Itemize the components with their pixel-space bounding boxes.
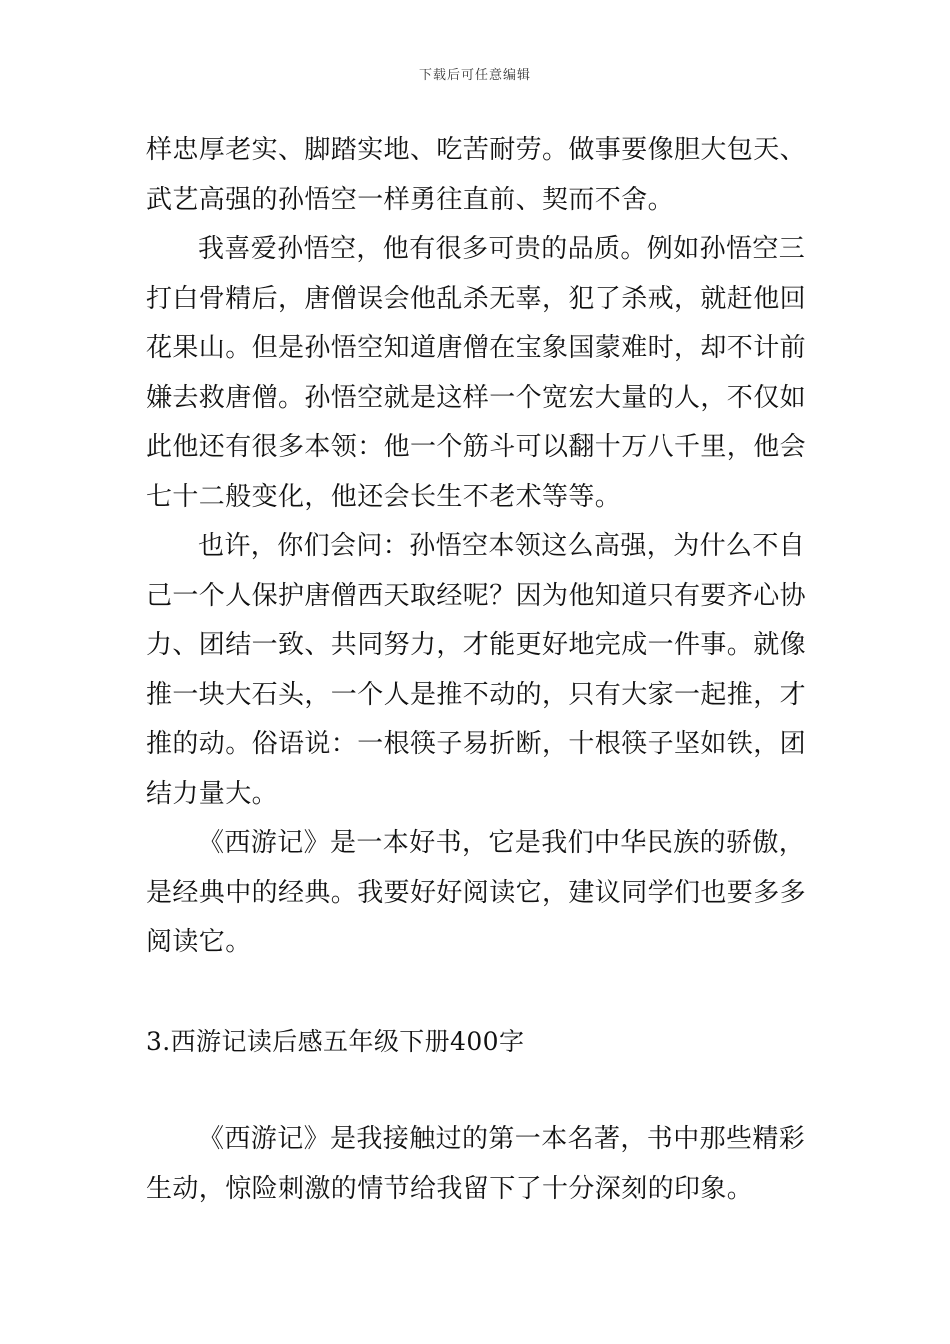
paragraph-continuation: 样忠厚老实、脚踏实地、吃苦耐劳。做事要像胆大包天、武艺高强的孙悟空一样勇往直前、契而不舍。 bbox=[146, 135, 807, 215]
paragraph-sun-wukong-qualities: 我喜爱孙悟空，他有很多可贵的品质。例如孙悟空三打白骨精后，唐僧误会他乱杀无辜，犯了杀戒，就赶他回花果山。但是孙悟空知道唐僧在宝象国蒙难时，却不计前嫌去救唐僧。孙悟空就是这样一个宽宏大量的人，不仅如此他还有很多本领：他一个筋斗可以翻十万八千里，他会七十二般变化，他还会长生不老术等等。 bbox=[146, 234, 807, 512]
paragraph-teamwork: 也许，你们会问：孙悟空本领这么高强，为什么不自己一个人保护唐僧西天取经呢？因为他知道只有要齐心协力、团结一致、共同努力，才能更好地完成一件事。就像推一块大石头，一个人是推不动的，只有大家一起推，才推的动。俗语说：一根筷子易折断，十根筷子坚如铁，团结力量大。 bbox=[146, 531, 807, 809]
paragraph-conclusion: 《西游记》是一本好书，它是我们中华民族的骄傲，是经典中的经典。我要好好阅读它，建议同学们也要多多阅读它。 bbox=[146, 828, 807, 957]
section-heading: 3.西游记读后感五年级下册400字 bbox=[146, 1026, 525, 1056]
paragraph-section-intro: 《西游记》是我接触过的第一本名著，书中那些精彩生动，惊险刺激的情节给我留下了十分深刻的印象。 bbox=[146, 1124, 806, 1204]
page-header: 下载后可任意编辑 bbox=[418, 68, 531, 83]
document-body bbox=[146, 126, 808, 1214]
